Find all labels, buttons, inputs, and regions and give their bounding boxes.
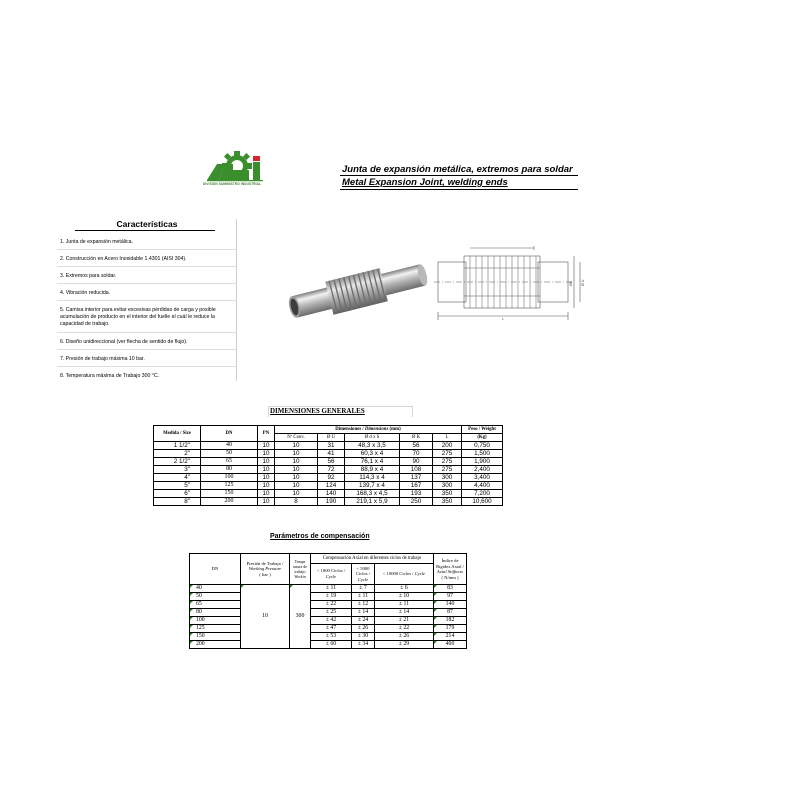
drawing-label-l: L (502, 316, 505, 321)
col-k: Ø K (400, 434, 433, 442)
table-row (154, 466, 503, 474)
table-cell: 125 (190, 625, 241, 633)
table-cell: 31 (318, 442, 345, 450)
table-cell: 214 (434, 633, 467, 641)
table-cell: 1,500 (462, 450, 503, 458)
table-row (154, 490, 503, 498)
table-cell: 80 (190, 609, 241, 617)
table-cell: 4,400 (462, 482, 503, 490)
table-cell: 200 (190, 641, 241, 649)
table-cell: 300 (433, 474, 462, 482)
feature-item: 5. Camisa interior para evitar excesivas pérdidas de carga y posible acumulación de producto en el interior del fuelle el cuál le reduce la capacidad de trabajo. (60, 307, 216, 327)
feature-item: 4. Vibración reducida. (60, 290, 111, 296)
table-cell: 97 (434, 593, 467, 601)
table-cell: 8" (154, 498, 201, 506)
table-cell: 48,3 x 3,5 (345, 442, 400, 450)
feature-item: 2. Construcción en Acero Inoxidable 1.4301 (AISI 304). (60, 256, 187, 262)
table-cell: 168,3 x 4,5 (345, 490, 400, 498)
table-cell: ± 47 (311, 625, 352, 633)
col-l: L (433, 434, 462, 442)
table-cell: 10,600 (462, 498, 503, 506)
table-cell: 10 (258, 450, 275, 458)
table-cell: 10 (258, 498, 275, 506)
table-cell: 10 (275, 450, 318, 458)
table-row (190, 601, 467, 609)
table-cell: 150 (201, 490, 258, 498)
table-cell: 5" (154, 482, 201, 490)
table-cell: 83 (434, 585, 467, 593)
col-1000-cycles: < 1000 Ciclos / Cycle (311, 563, 352, 584)
table-cell: 56 (400, 442, 433, 450)
table-cell: 140 (434, 601, 467, 609)
table-cell: ± 26 (375, 633, 434, 641)
document-title (340, 164, 578, 190)
table-cell: 10 (275, 442, 318, 450)
table-cell: 92 (318, 474, 345, 482)
table-cell: 41 (318, 450, 345, 458)
table-cell: 3,400 (462, 474, 503, 482)
table-cell: 6" (154, 490, 201, 498)
table-cell: ± 14 (375, 609, 434, 617)
table-cell: ± 21 (375, 617, 434, 625)
table-cell: 7,200 (462, 490, 503, 498)
feature-item: 8. Temperatura máxima de Trabajo 300 °C. (60, 373, 160, 379)
table-cell: 72 (318, 466, 345, 474)
technical-drawing (434, 244, 586, 322)
table-row (154, 458, 503, 466)
col-dxs: Ø d x S (345, 434, 400, 442)
table-cell: 2 1/2" (154, 458, 201, 466)
table-cell: 219,1 x 5,9 (345, 498, 400, 506)
table-cell: 4" (154, 474, 201, 482)
table-cell: 3" (154, 466, 201, 474)
table-cell: 100 (190, 617, 241, 625)
table-cell: ± 14 (352, 609, 375, 617)
table-cell: 65 (190, 601, 241, 609)
col-weight-unit: (Kg) (462, 434, 503, 442)
table-cell: 2" (154, 450, 201, 458)
table-cell: ± 25 (311, 609, 352, 617)
logo-subtitle: DIVISIÓN SUMINISTRO INDUSTRIAL (203, 182, 262, 186)
table-cell: 10 (275, 482, 318, 490)
table-cell: ± 19 (311, 593, 352, 601)
feature-item: 1. Junta de expansión metálica. (60, 239, 133, 245)
table-row (154, 498, 503, 506)
col-pn: PN (258, 426, 275, 442)
features-heading: Características (116, 219, 178, 229)
table-cell: 167 (400, 482, 433, 490)
compensation-table (189, 553, 467, 649)
compensation-title: Parámetros de compensación (270, 533, 370, 540)
table-cell: 40 (190, 585, 241, 593)
table-cell: 0,750 (462, 442, 503, 450)
product-photo (284, 250, 432, 328)
table-cell: 65 (201, 458, 258, 466)
table-cell: 250 (400, 498, 433, 506)
table-row (190, 641, 467, 649)
pressure-value: 10 (241, 585, 290, 649)
table-cell: 137 (400, 474, 433, 482)
drawing-label-k: ØK (569, 280, 573, 286)
table-row (190, 633, 467, 641)
drawing-label-u: Ø U (581, 279, 585, 286)
table-cell: 350 (433, 498, 462, 506)
table-cell: 90 (400, 458, 433, 466)
dimensions-title: DIMENSIONES GENERALES (270, 407, 365, 415)
table-cell: 10 (258, 466, 275, 474)
table-cell: 400 (434, 641, 467, 649)
table-cell: 50 (190, 593, 241, 601)
col-weight: Peso / Weight (462, 426, 503, 434)
company-logo (203, 150, 273, 196)
table-cell: 108 (400, 466, 433, 474)
table-cell: ± 60 (311, 641, 352, 649)
table-cell: 150 (190, 633, 241, 641)
col-temperature: Tempe ratura de trabajo Workin (290, 554, 311, 585)
table-row (154, 482, 503, 490)
table-row (190, 617, 467, 625)
table-cell: ± 6 (375, 585, 434, 593)
table-cell: ± 24 (352, 617, 375, 625)
dimensions-table (153, 425, 503, 506)
table-cell: 275 (433, 450, 462, 458)
table-cell: ± 10 (375, 593, 434, 601)
table-cell: 139,7 x 4 (345, 482, 400, 490)
table-cell: 10 (258, 458, 275, 466)
features-box (57, 219, 237, 381)
table-cell: 10 (258, 482, 275, 490)
table-row (190, 625, 467, 633)
table-cell: 2,400 (462, 466, 503, 474)
table-cell: 60,3 x 4 (345, 450, 400, 458)
table-cell: 56 (318, 458, 345, 466)
table-cell: 350 (433, 490, 462, 498)
table-cell: 100 (201, 474, 258, 482)
table-row (190, 585, 467, 593)
table-cell: 1 1/2" (154, 442, 201, 450)
feature-item: 7. Presión de trabajo máxima 10 bar. (60, 356, 145, 362)
table-cell: 50 (201, 450, 258, 458)
table-cell: ± 7 (352, 585, 375, 593)
table-cell: ± 26 (352, 625, 375, 633)
table-cell: ± 30 (352, 633, 375, 641)
col-dimensions-group: Dimensiones / Dimensions (mm) (275, 426, 462, 434)
table-row (154, 450, 503, 458)
table-cell: ± 34 (352, 641, 375, 649)
table-cell: 275 (433, 458, 462, 466)
table-cell: 140 (318, 490, 345, 498)
table-cell: 10 (275, 474, 318, 482)
col-u: Ø U (318, 434, 345, 442)
table-cell: 179 (434, 625, 467, 633)
table-cell: 10 (275, 458, 318, 466)
table-cell: ± 42 (311, 617, 352, 625)
table-cell: 10 (275, 466, 318, 474)
table-cell: 190 (318, 498, 345, 506)
table-cell: 8 (275, 498, 318, 506)
table-cell: 114,3 x 4 (345, 474, 400, 482)
table-cell: 87 (434, 609, 467, 617)
col-5000-cycles: < 5000 Ciclos / Cycle (352, 563, 375, 584)
table-cell: 124 (318, 482, 345, 490)
table-row (154, 442, 503, 450)
col-10000-cycles: < 10000 Ciclos / Cycle (375, 563, 434, 584)
table-cell: ± 22 (311, 601, 352, 609)
title-english: Metal Expansion Joint, welding ends (342, 177, 508, 188)
table-cell: 80 (201, 466, 258, 474)
table-cell: ± 29 (375, 641, 434, 649)
feature-item: 3. Extremos para soldar. (60, 273, 117, 279)
table-cell: 125 (201, 482, 258, 490)
table-cell: ± 12 (352, 601, 375, 609)
table-cell: 40 (201, 442, 258, 450)
table-cell: 182 (434, 617, 467, 625)
table-row (154, 474, 503, 482)
table-cell: 275 (433, 466, 462, 474)
col-compensation-group: Compensación Axial en diferentes ciclos de trabajo (311, 554, 434, 564)
col-dn: DN (201, 426, 258, 442)
table-row (190, 593, 467, 601)
table-cell: 76,1 x 4 (345, 458, 400, 466)
table-cell: ± 22 (375, 625, 434, 633)
col-dn: DN (190, 554, 241, 585)
title-spanish: Junta de expansión metálica, extremos para soldar (342, 164, 573, 175)
table-cell: 300 (433, 482, 462, 490)
col-conv: Nº Conv. (275, 434, 318, 442)
table-row (190, 609, 467, 617)
table-cell: 10 (275, 490, 318, 498)
feature-item: 6. Diseño unidireccional (ver flecha de sentido de flujo). (60, 339, 188, 345)
table-cell: ± 53 (311, 633, 352, 641)
table-cell: 200 (201, 498, 258, 506)
table-cell: 10 (258, 474, 275, 482)
col-pressure: Presión de Trabajo / Working Pressure ( bar ) (241, 554, 290, 585)
table-cell: 200 (433, 442, 462, 450)
table-cell: ± 11 (311, 585, 352, 593)
table-cell: 10 (258, 490, 275, 498)
table-cell: ± 11 (375, 601, 434, 609)
col-size: Medida / Size (154, 426, 201, 442)
temperature-value: 300 (290, 585, 311, 649)
table-cell: 88,9 x 4 (345, 466, 400, 474)
col-stiffness: Índice de Rigidez Axial / Axial Stiffness ( N/mm ) (434, 554, 467, 585)
table-cell: 70 (400, 450, 433, 458)
table-cell: 193 (400, 490, 433, 498)
table-cell: 1,900 (462, 458, 503, 466)
table-cell: 10 (258, 442, 275, 450)
table-cell: ± 11 (352, 593, 375, 601)
